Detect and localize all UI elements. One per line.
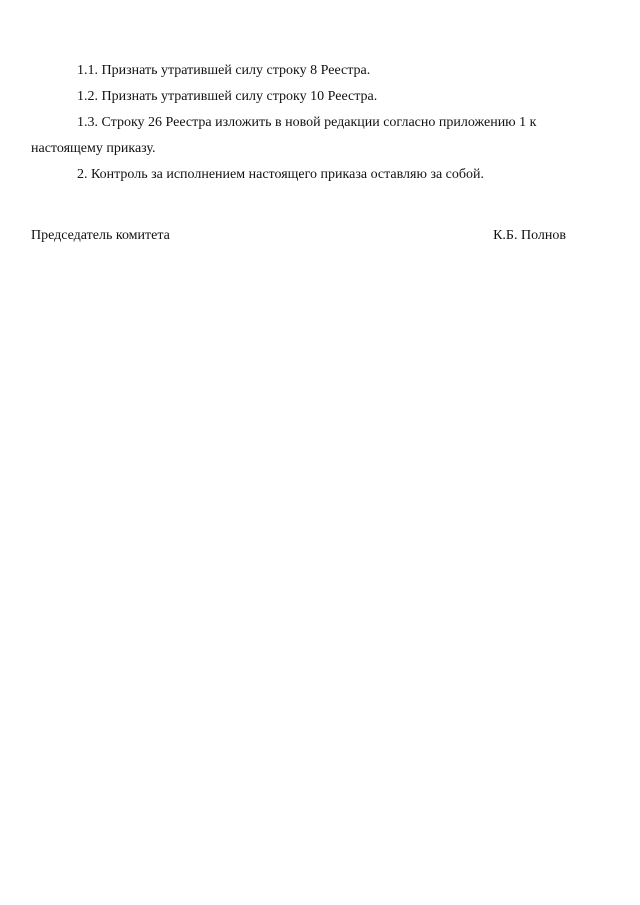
paragraph-2: 2. Контроль за исполнением настоящего приказа оставляю за собой. [77, 167, 485, 182]
signatory-position: Председатель комитета [31, 228, 170, 243]
paragraph-1-3: 1.3. Строку 26 Реестра изложить в новой редакции согласно приложению 1 к настоящему приказу. [31, 115, 537, 156]
paragraph-1-1: 1.1. Признать утратившей силу строку 8 Реестра. [77, 63, 371, 78]
signatory-name: К.Б. Полнов [493, 228, 566, 243]
paragraph-1-2: 1.2. Признать утратившей силу строку 10 Реестра. [77, 89, 378, 104]
